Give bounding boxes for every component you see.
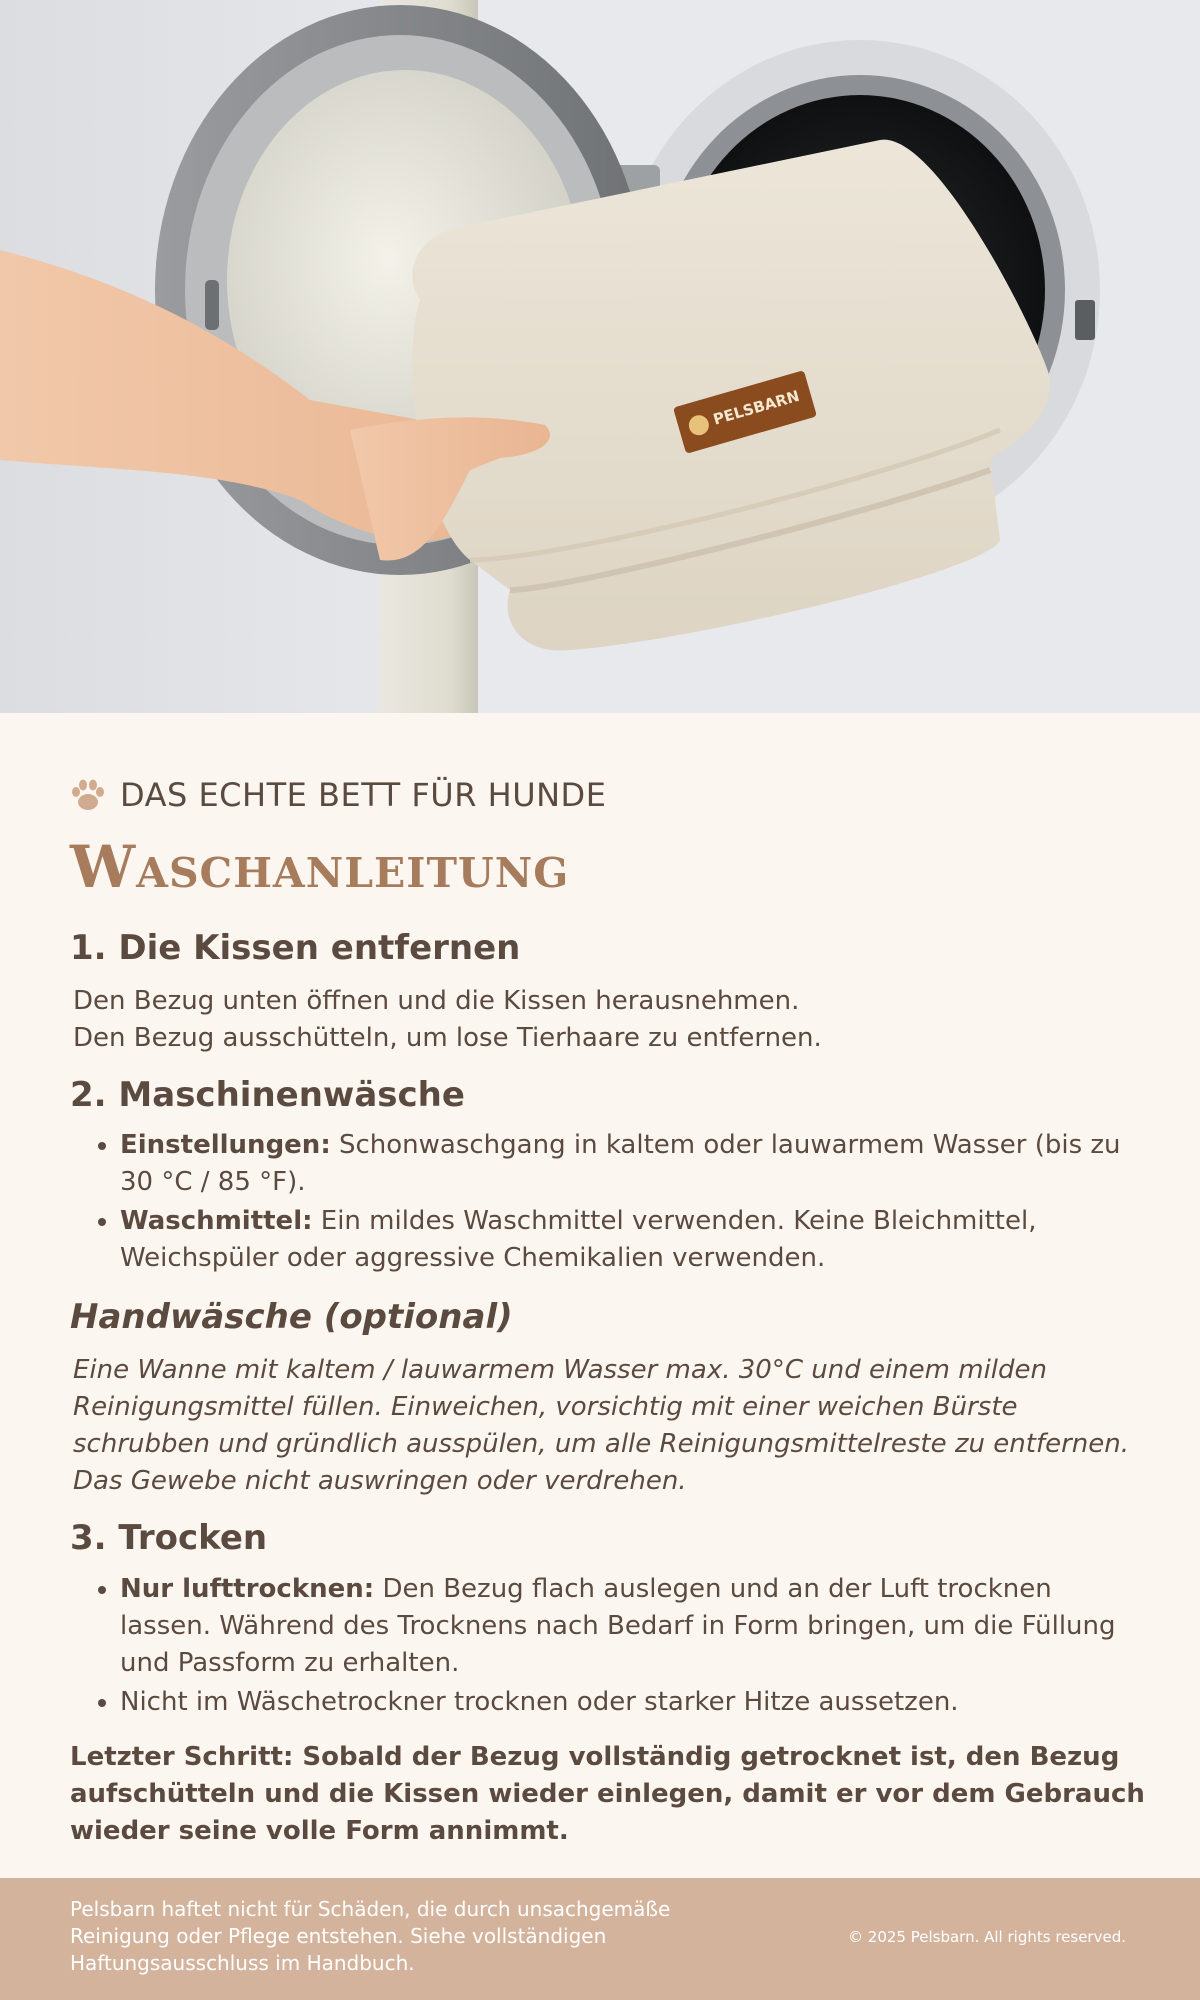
page-title: Waschanleitung: [70, 833, 570, 901]
item-label: Nur lufttrocknen:: [120, 1573, 375, 1604]
list-item: [120, 1127, 1150, 1201]
copyright-text: © 2025 Pelsbarn. All rights reserved.: [848, 1928, 1126, 1946]
section-text: Eine Wanne mit kaltem / lauwarmem Wasser max. 30°C und einem milden Reinigungsmittel füllen. Einweichen, vorsichtig mit einer weichen Bürste schrubben und gründlich ausspülen, um alle Reinigungsmittelreste zu entfernen. Das Gewebe nicht auswringen oder verdrehen.: [73, 1355, 1129, 1497]
list-item: [120, 1684, 1150, 1721]
section-heading: 3. Trocken: [70, 1518, 268, 1559]
footer: [0, 1878, 1200, 2000]
item-text: Schonwaschgang in kaltem oder lauwarmem Wasser (bis zu 30 °C / 85 °F).: [120, 1130, 1121, 1198]
kicker-text: DAS ECHTE BETT FÜR HUNDE: [120, 776, 607, 814]
text-line: Den Bezug ausschütteln, um lose Tierhaare zu entfernen.: [73, 1022, 822, 1053]
hero-image: [0, 0, 1200, 713]
section-heading: 1. Die Kissen entfernen: [70, 927, 521, 968]
section-hand-wash: [70, 1297, 1150, 1500]
section-heading: Handwäsche (optional): [70, 1297, 513, 1338]
section-text: [73, 983, 1150, 1057]
section-machine-wash: [70, 1075, 1150, 1278]
final-step: Letzter Schritt: Sobald der Bezug vollständig getrocknet ist, den Bezug aufschütteln und die Kissen wieder einlegen, damit er vor dem Gebrauch wieder seine volle Form annimmt.: [70, 1741, 1145, 1846]
section-drying: [70, 1518, 1150, 1721]
bullet-list: [70, 1127, 1150, 1277]
instructions: [70, 770, 1150, 1850]
item-label: Einstellungen:: [120, 1130, 331, 1161]
bullet-list: [70, 1571, 1150, 1721]
kicker: [70, 770, 1150, 820]
section-remove-cushions: [70, 928, 1150, 1057]
disclaimer-text: Pelsbarn haftet nicht für Schäden, die durch unsachgemäße Reinigung oder Pflege entstehen. Siehe vollständigen Haftungsausschluss im Handbuch.: [70, 1897, 671, 1975]
paw-icon: [70, 777, 106, 813]
item-label: Waschmittel:: [120, 1206, 313, 1237]
item-text: Nicht im Wäschetrockner trocknen oder starker Hitze aussetzen.: [120, 1686, 959, 1717]
list-item: [120, 1203, 1150, 1277]
brand-label-text: PELSBARN: [711, 386, 802, 429]
text-line: Den Bezug unten öffnen und die Kissen herausnehmen.: [73, 985, 800, 1016]
section-heading: 2. Maschinenwäsche: [70, 1074, 465, 1115]
item-text: Den Bezug flach auslegen und an der Luft trocknen lassen. Während des Trocknens nach Bedarf in Form bringen, um die Füllung und Passform zu erhalten.: [120, 1573, 1116, 1678]
item-text: Ein mildes Waschmittel verwenden. Keine Bleichmittel, Weichspüler oder aggressive Chemikalien verwenden.: [120, 1206, 1037, 1274]
list-item: [120, 1571, 1150, 1682]
